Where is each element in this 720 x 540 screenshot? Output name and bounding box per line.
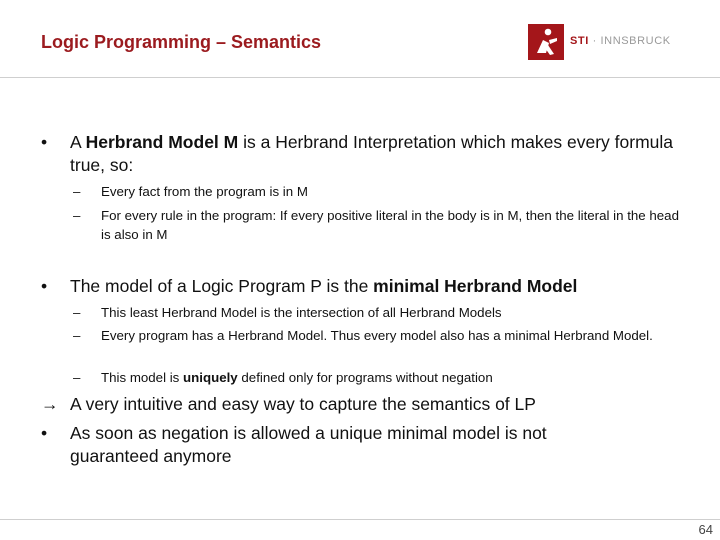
text-bold: minimal Herbrand Model [373, 276, 578, 296]
bullet-marker: • [41, 276, 48, 296]
sub-bullet-rule [73, 206, 688, 244]
page-number: 64 [698, 522, 713, 537]
text-run: is a Herbrand Interpretation which makes every formula true, so: [70, 132, 674, 175]
sub-bullet-text: Every program has a Herbrand Model. Thus every model also has a minimal Herbrand Model. [101, 328, 653, 343]
bullet-text: A very intuitive and easy way to capture the semantics of LP [70, 394, 536, 414]
sub-bullet-text: For every rule in the program: If every positive literal in the body is in M, then the literal in the head is also in M [101, 208, 679, 242]
text-bold: Herbrand Model M [85, 132, 239, 152]
text-run: defined only for programs without negation [237, 370, 493, 385]
dash-marker: – [73, 184, 81, 199]
bullet-marker: • [41, 132, 48, 152]
sub-bullet-text: Every fact from the program is in M [101, 184, 308, 199]
footer-divider [0, 519, 720, 520]
sub-bullet-text: This least Herbrand Model is the intersection of all Herbrand Models [101, 305, 502, 320]
bullet-negation [41, 422, 681, 468]
logo-text [570, 35, 671, 47]
bullet-minimal-model [41, 275, 681, 298]
dash-marker: – [73, 370, 81, 385]
bullet-text [70, 275, 681, 298]
dash-marker: – [73, 208, 81, 223]
bullet-text: As soon as negation is allowed a unique minimal model is not guaranteed anymore [70, 423, 547, 466]
sti-logo-icon [528, 24, 564, 60]
bullet-intuitive [41, 393, 681, 416]
bullet-marker: • [41, 423, 48, 443]
text-run: This model is [101, 370, 184, 385]
sti-innsbruck-logo [528, 24, 708, 60]
logo-sti: STI [570, 35, 589, 47]
text-run: The model of a Logic Program P is the [70, 276, 374, 296]
bullet-herbrand-model [41, 131, 681, 177]
sub-bullet-intersection [73, 303, 688, 322]
sub-bullet-uniquely [73, 368, 688, 387]
arrow-icon: → [41, 394, 59, 414]
dash-marker: – [73, 328, 81, 343]
logo-separator: · [588, 35, 601, 47]
text-bold: uniquely [183, 370, 238, 385]
dash-marker: – [73, 305, 81, 320]
sub-bullet-text [101, 368, 688, 387]
bullet-text [70, 131, 681, 177]
header-divider [0, 77, 720, 78]
text-run: A [70, 132, 86, 152]
sub-bullet-every-program [73, 326, 688, 345]
slide-title: Logic Programming – Semantics [41, 32, 322, 52]
logo-innsbruck: INNSBRUCK [600, 35, 671, 47]
sub-bullet-fact [73, 182, 688, 201]
